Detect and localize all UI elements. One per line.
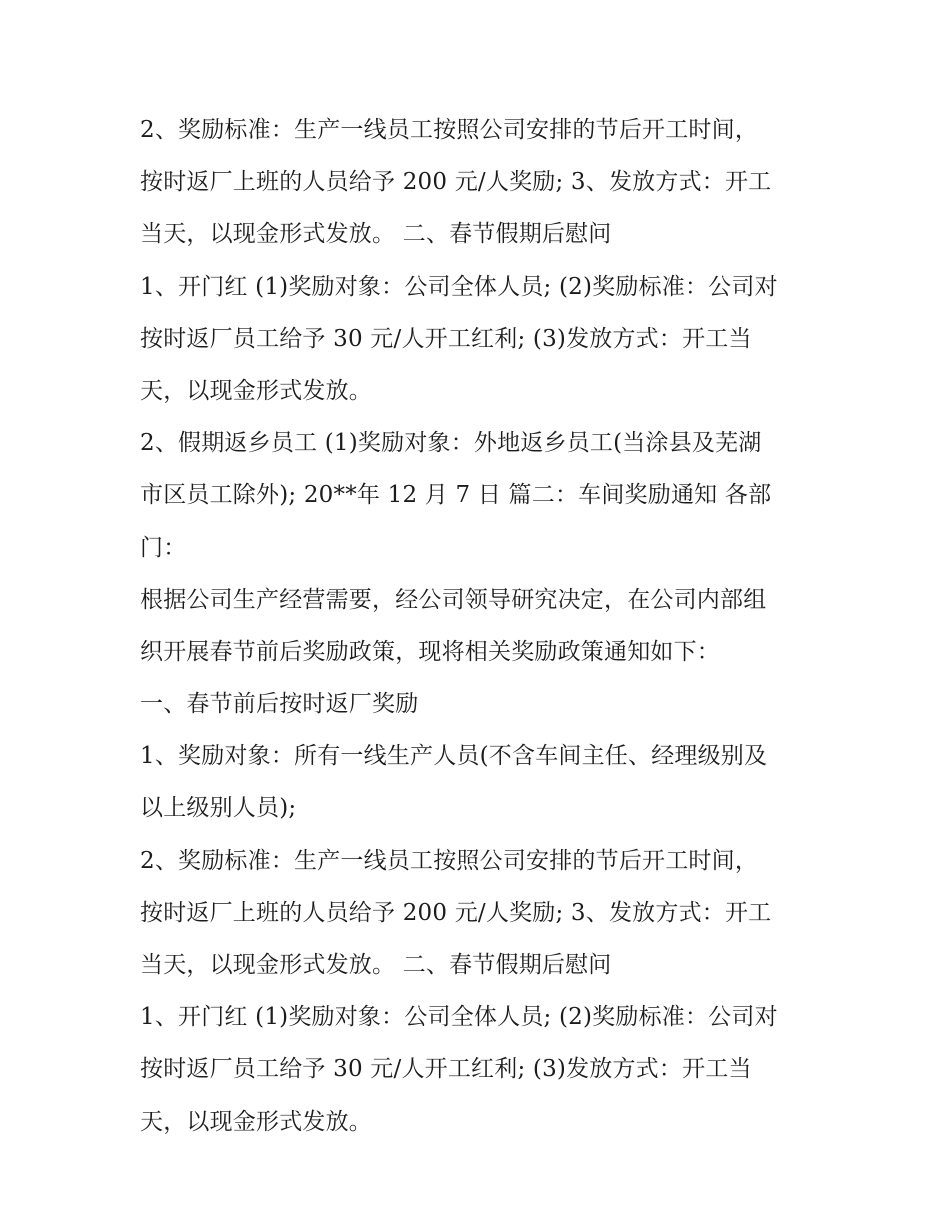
text-line: 天，以现金形式发放。 bbox=[140, 377, 372, 404]
text-line: 1、奖励对象：所有一线生产人员(不含车间主任、经理级别及 bbox=[140, 743, 768, 770]
text-line: 1、开门红 (1)奖励对象：公司全体人员; (2)奖励标准：公司对 bbox=[140, 1004, 778, 1031]
text-line: 2、奖励标准：生产一线员工按照公司安排的节后开工时间， bbox=[140, 847, 759, 874]
text-line: 门： bbox=[140, 534, 187, 561]
text-line: 根据公司生产经营需要，经公司领导研究决定，在公司内部组 bbox=[140, 586, 767, 613]
text-line: 2、奖励标准：生产一线员工按照公司安排的节后开工时间， bbox=[140, 117, 759, 143]
document-body bbox=[140, 104, 830, 1148]
text-line: 按时返厂上班的人员给予 200 元/人奖励; 3、发放方式：开工 bbox=[140, 899, 772, 926]
text-line: 按时返厂上班的人员给予 200 元/人奖励; 3、发放方式：开工 bbox=[140, 169, 772, 196]
text-line: 2、假期返乡员工 (1)奖励对象：外地返乡员工(当涂县及芜湖 bbox=[140, 430, 762, 457]
text-line: 织开展春节前后奖励政策，现将相关奖励政策通知如下： bbox=[140, 638, 720, 665]
text-line: 当天，以现金形式发放。 二、春节假期后慰问 bbox=[140, 221, 612, 248]
text-line: 天，以现金形式发放。 bbox=[140, 1108, 372, 1135]
text-line: 1、开门红 (1)奖励对象：公司全体人员; (2)奖励标准：公司对 bbox=[140, 273, 778, 300]
text-line: 市区员工除外); 20**年 12 月 7 日 篇二：车间奖励通知 各部 bbox=[140, 482, 772, 509]
text-line: 按时返厂员工给予 30 元/人开工红利; (3)发放方式：开工当 bbox=[140, 325, 752, 352]
text-line: 按时返厂员工给予 30 元/人开工红利; (3)发放方式：开工当 bbox=[140, 1056, 752, 1083]
section-heading: 一、春节前后按时返厂奖励 bbox=[140, 691, 419, 718]
text-line: 以上级别人员); bbox=[140, 795, 297, 822]
text-line: 当天，以现金形式发放。 二、春节假期后慰问 bbox=[140, 952, 612, 978]
